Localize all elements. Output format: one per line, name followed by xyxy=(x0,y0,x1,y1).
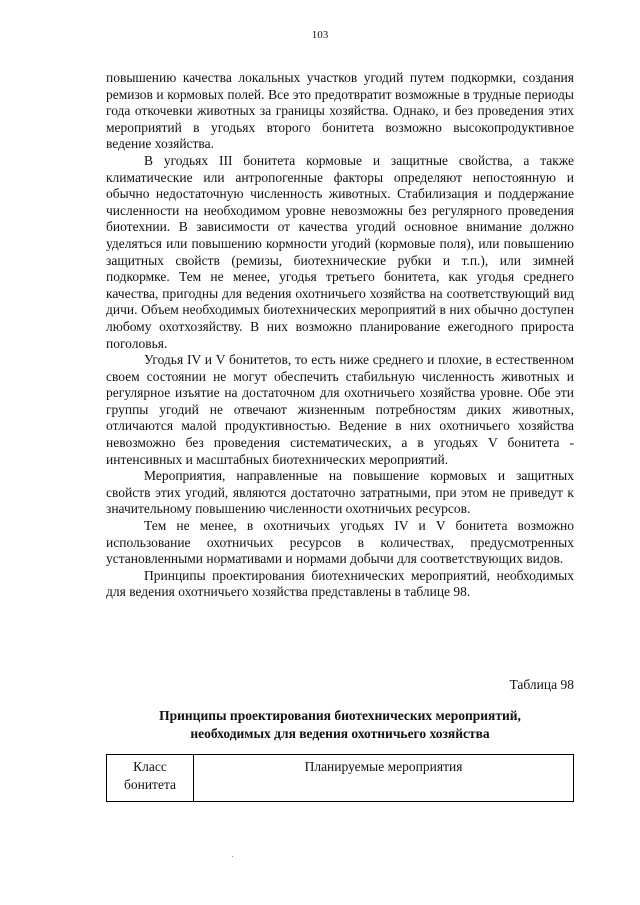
table-title xyxy=(106,707,574,743)
page-number: 103 xyxy=(311,29,329,41)
paragraph: Тем не менее, в охотничьих угодьях IV и V бонитета возможно использование охотничьих ресурсов в количествах, предусмотренных установленными нормативами и нормами добычи для соответствующих видов. xyxy=(106,518,574,567)
paragraph: повышению качества локальных участков угодий путем подкормки, создания ремизов и кормовых полей. Все это предотвратит возможные в трудные периоды года откочевки животных за границы хозяйства. Однако, и без проведения этих мероприятий в угодьях второго бонитета возможно высокопродуктивное ведение хозяйства. xyxy=(106,70,574,152)
paragraph: Принципы проектирования биотехнических мероприятий, необходимых для ведения охотничьего хозяйства представлены в таблице 98. xyxy=(106,567,574,600)
body-text xyxy=(106,70,574,601)
scan-speck xyxy=(232,856,233,857)
paragraph: Мероприятия, направленные на повышение кормовых и защитных свойств этих угодий, являются достаточно затратными, при этом не приведут к значительному повышению численности охотничьих ресурсов. xyxy=(106,468,574,517)
paragraph: Угодья IV и V бонитетов, то есть ниже среднего и плохие, в естественном своем состоянии не могут обеспечить стабильную численность животных и регулярное изъятие на достаточном для охотничьего хозяйства уровне. Обе эти группы угодий не отвечают жизненным потребностям диких животных, отличаются малой продуктивностью. Ведение в них охотничьего хозяйства невозможно без проведения систематических, а в угодьях V бонитета - интенсивных и масштабных биотехнических мероприятий. xyxy=(106,352,574,467)
paragraph: В угодьях III бонитета кормовые и защитные свойства, а также климатические или антропогенные факторы определяют непостоянную и обычно недостаточную численность животных. Стабилизация и поддержание численности на необходимом уровне невозможны без регулярного проведения биотехнии. В зависимости от качества угодий основное внимание должно уделяться или повышению кормности угодий (кормовые поля), или повышению защитных свойств (ремизы, биотехнические рубки и т.п.), или зимней подкормке. Тем не менее, угодья третьего бонитета, как угодья среднего качества, пригодны для ведения охотничьего хозяйства на соответствующий вид дичи. Объем необходимых биотехнических мероприятий в них обычно доступен любому охотхозяйству. В них возможно планирование ежегодного прироста поголовья. xyxy=(106,152,574,351)
table-title-line: необходимых для ведения охотничьего хозяйства xyxy=(190,726,490,741)
table-caption: Таблица 98 xyxy=(509,677,574,692)
header-cell-bonitet-class: Класс бонитета xyxy=(107,755,194,802)
table-title-line: Принципы проектирования биотехнических мероприятий, xyxy=(159,708,521,723)
table-header-row xyxy=(107,755,574,802)
header-cell-planned-measures: Планируемые мероприятия xyxy=(194,755,574,802)
planning-table xyxy=(106,754,574,802)
